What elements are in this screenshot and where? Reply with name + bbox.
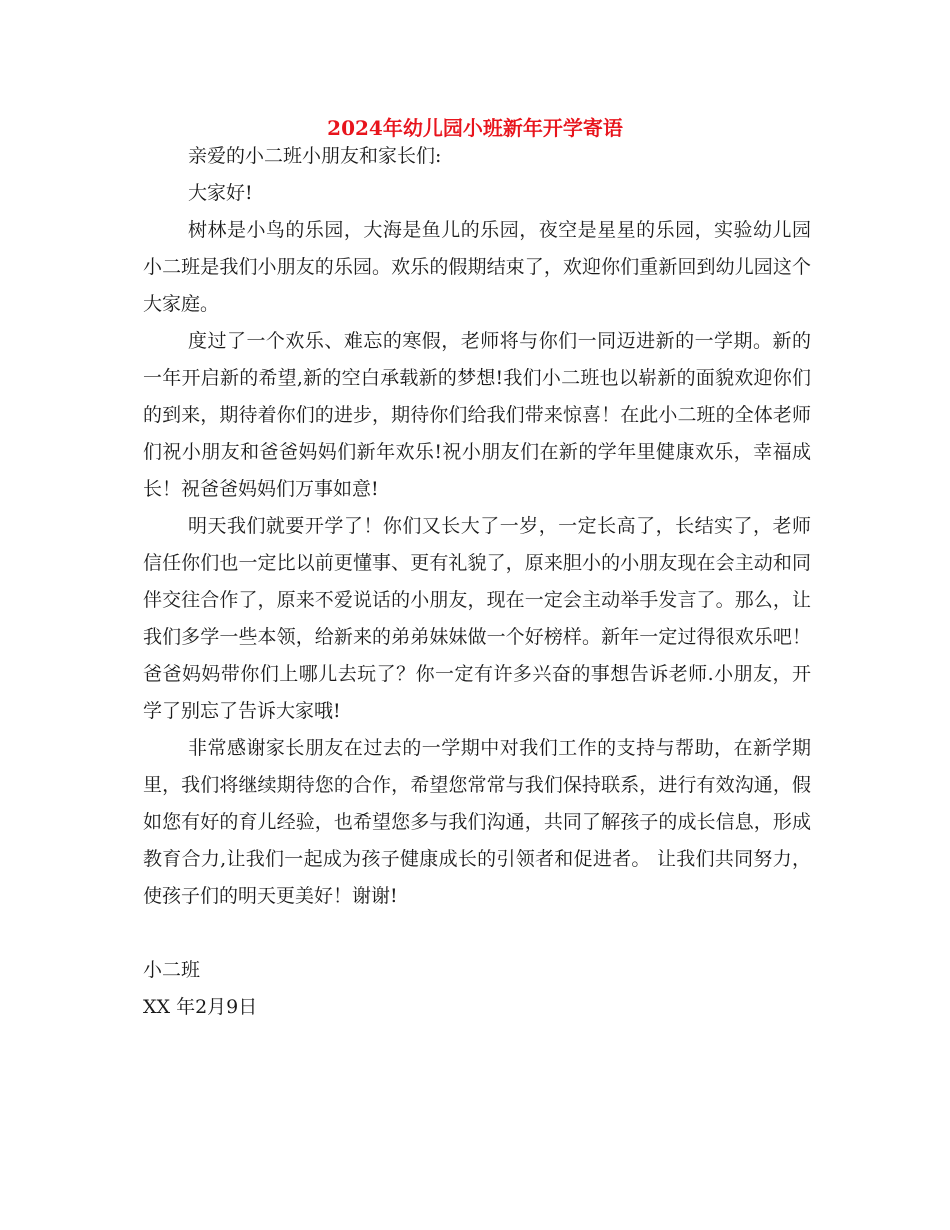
signature: 小二班 (143, 959, 201, 981)
salutation: 亲爱的小二班小朋友和家长们: (188, 145, 442, 167)
blank-line (143, 915, 811, 952)
signature-date: XX 年2月9日 (143, 996, 258, 1018)
paragraph-3: 明天我们就要开学了！你们又长大了一岁，一定长高了，长结实了，老师信任你们也一定比以前更懂事、更有礼貌了，原来胆小的小朋友现在会主动和同伴交往合作了，原来不爱说话的小朋友，现在一定会主动举手发言了。那么，让我们多学一些本领，给新来的弟弟妹妹做一个好榜样。新年一定过得很欢乐吧！爸爸妈妈带你们上哪儿去玩了？你一定有许多兴奋的事想告诉老师.小朋友，开学了别忘了告诉大家哦! (143, 515, 811, 722)
paragraph-2: 度过了一个欢乐、难忘的寒假，老师将与你们一同迈进新的一学期。新的一年开启新的希望,新的空白承载新的梦想!我们小二班也以崭新的面貌欢迎你们的到来，期待着你们的进步，期待你们给我们带来惊喜！在此小二班的全体老师们祝小朋友和爸爸妈妈们新年欢乐!祝小朋友们在新的学年里健康欢乐，幸福成长！祝爸爸妈妈们万事如意! (143, 330, 811, 500)
greeting: 大家好! (188, 182, 253, 204)
document-title: 2024年幼儿园小班新年开学寄语 (327, 116, 623, 140)
paragraph-4: 非常感谢家长朋友在过去的一学期中对我们工作的支持与帮助，在新学期里，我们将继续期待您的合作，希望您常常与我们保持联系，进行有效沟通，假如您有好的育儿经验，也希望您多与我们沟通，共同了解孩子的成长信息，形成教育合力,让我们一起成为孩子健康成长的引领者和促进者。 让我们共同努力，使孩子们的明天更美好！谢谢! (143, 737, 811, 907)
paragraph-1: 树林是小鸟的乐园，大海是鱼儿的乐园，夜空是星星的乐园，实验幼儿园小二班是我们小朋友的乐园。欢乐的假期结束了，欢迎你们重新回到幼儿园这个大家庭。 (143, 219, 811, 315)
document-body (143, 138, 811, 1026)
